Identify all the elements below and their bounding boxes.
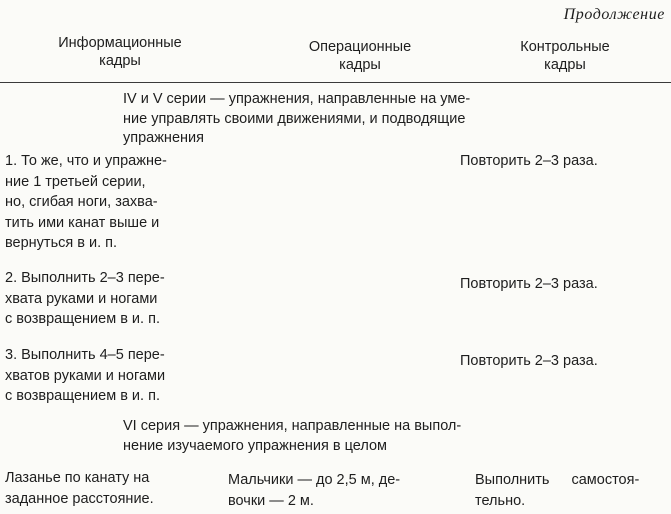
row-3-control: Повторить 2–3 раза. bbox=[460, 353, 598, 369]
row-1-control: Повторить 2–3 раза. bbox=[460, 153, 598, 169]
last-row-oper bbox=[228, 470, 442, 511]
row-1-info bbox=[5, 151, 215, 254]
row-3-info-line-3: с возвращением в и. п. bbox=[5, 388, 160, 404]
last-row-info-line-2: заданное расстояние. bbox=[5, 490, 154, 507]
header-info-line-2: кадры bbox=[99, 53, 141, 69]
header-control-line-1: Контрольные bbox=[520, 39, 610, 55]
series-iv-v-line-1: IV и V серии — упражнения, направленные на уме- bbox=[123, 91, 471, 107]
series-iv-v-line-2: ние управлять своими движениями, и подводящие bbox=[123, 110, 466, 127]
header-info-frames bbox=[25, 34, 215, 70]
row-3-info bbox=[5, 345, 215, 407]
header-oper-line-1: Операционные bbox=[308, 39, 412, 55]
row-3-info-line-2: хватов руками и ногами bbox=[5, 367, 166, 384]
series-vi-heading bbox=[123, 417, 583, 456]
last-row-info bbox=[5, 468, 215, 509]
series-iv-v-line-3: упражнения bbox=[123, 130, 204, 146]
continuation-label: Продолжение bbox=[563, 6, 665, 23]
row-1-info-line-3: но, сгибая ноги, захва- bbox=[5, 194, 158, 210]
last-row-control-line-1: Выполнить самостоя- bbox=[475, 472, 640, 488]
header-oper-line-2: кадры bbox=[339, 57, 381, 73]
header-info-line-1: Информационные bbox=[58, 35, 182, 51]
row-1-info-line-4: тить ими канат выше и bbox=[5, 214, 160, 231]
last-row-info-line-1: Лазанье по канату на bbox=[5, 470, 150, 486]
row-2-info-line-2: хвата руками и ногами bbox=[5, 290, 158, 307]
series-iv-v-heading bbox=[123, 90, 583, 149]
last-row-oper-line-1: Мальчики — до 2,5 м, де- bbox=[228, 472, 401, 488]
row-2-info-line-3: с возвращением в и. п. bbox=[5, 311, 160, 327]
last-row-control bbox=[475, 470, 665, 511]
series-vi-line-2: нение изучаемого упражнения в целом bbox=[123, 437, 387, 454]
last-row-control-line-2: тельно. bbox=[475, 492, 526, 509]
row-2-control: Повторить 2–3 раза. bbox=[460, 276, 598, 292]
header-control-frames bbox=[465, 38, 665, 74]
row-2-info bbox=[5, 268, 215, 330]
header-operational-frames bbox=[265, 38, 455, 74]
last-row-oper-line-2: вочки — 2 м. bbox=[228, 492, 314, 509]
row-1-info-line-5: вернуться в и. п. bbox=[5, 235, 118, 251]
row-2-info-line-1: 2. Выполнить 2–3 пере- bbox=[5, 270, 165, 286]
series-vi-line-1: VI серия — упражнения, направленные на выпол- bbox=[123, 418, 462, 434]
row-1-info-line-2: ние 1 третьей серии, bbox=[5, 173, 146, 190]
header-rule bbox=[0, 82, 671, 83]
row-3-info-line-1: 3. Выполнить 4–5 пере- bbox=[5, 347, 165, 363]
row-1-info-line-1: 1. То же, что и упражне- bbox=[5, 153, 167, 169]
header-control-line-2: кадры bbox=[544, 57, 586, 73]
